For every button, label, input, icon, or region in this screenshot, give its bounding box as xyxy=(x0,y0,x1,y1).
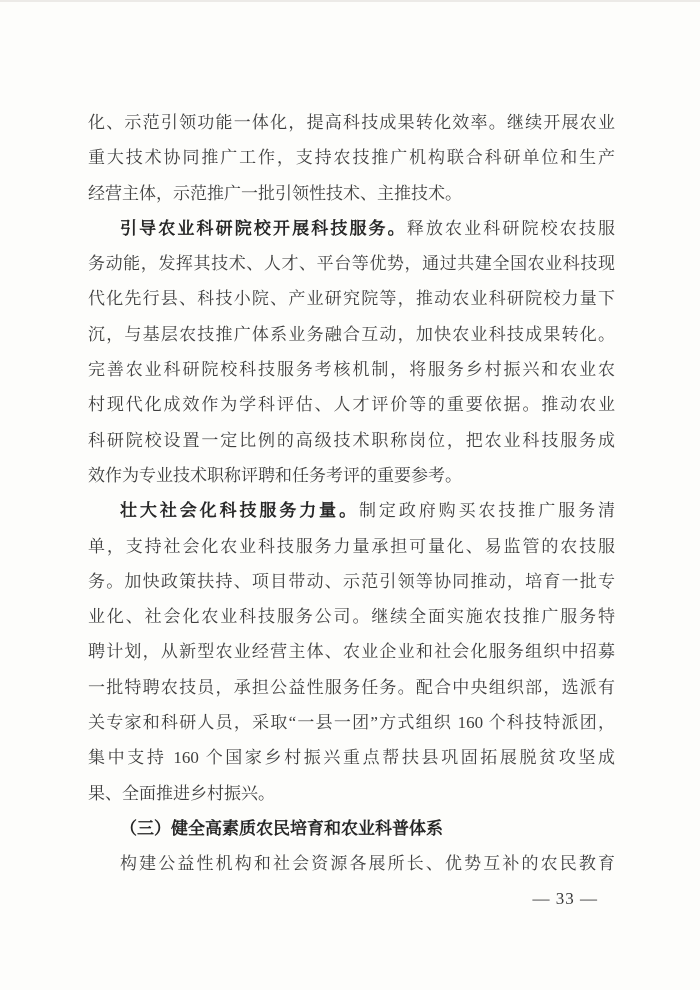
page-number: — 33 — xyxy=(532,889,598,908)
bold-text-segment: 引导农业科研院校开展科技服务。 xyxy=(120,218,407,238)
bold-text-segment: 壮大社会化科技服务力量。 xyxy=(120,501,359,521)
text-segment: 果、全面推进乡村振兴。 xyxy=(88,783,275,803)
text-line xyxy=(88,317,615,352)
text-segment: 重大技术协同推广工作，支持农技推广机构联合科研单位和生产 xyxy=(88,148,615,168)
text-line xyxy=(88,634,615,669)
text-line xyxy=(88,387,615,422)
text-line xyxy=(88,281,615,316)
text-line xyxy=(88,246,615,281)
text-line xyxy=(88,423,615,458)
text-block xyxy=(88,105,615,882)
text-line xyxy=(88,705,615,740)
section-heading xyxy=(88,811,615,846)
text-line xyxy=(88,493,615,528)
text-segment: 代化先行县、科技小院、产业研究院等，推动农业科研院校力量下 xyxy=(88,289,615,309)
text-line xyxy=(88,211,615,246)
text-segment: 科研院校设置一定比例的高级技术职称岗位，把农业科技服务成 xyxy=(88,430,615,450)
text-segment: 制定政府购买农技推广服务清 xyxy=(359,501,615,521)
text-line xyxy=(88,176,615,211)
text-line xyxy=(88,105,615,140)
text-segment: 效作为专业技术职称评聘和任务考评的重要参考。 xyxy=(88,465,462,485)
text-line xyxy=(88,776,615,811)
text-line xyxy=(88,140,615,175)
text-segment: 业化、社会化农业科技服务公司。继续全面实施农技推广服务特 xyxy=(88,607,615,627)
text-segment: 单，支持社会化农业科技服务力量承担可量化、易监管的农技服 xyxy=(88,536,615,556)
text-line xyxy=(88,846,615,881)
text-segment: 沉，与基层农技推广体系业务融合互动，加快农业科技成果转化。 xyxy=(88,324,615,344)
text-segment: 务动能，发挥其技术、人才、平台等优势，通过共建全国农业科技现 xyxy=(88,254,615,274)
text-segment: 务。加快政策扶持、项目带动、示范引领等协同推动，培育一批专 xyxy=(88,571,615,591)
text-segment: 化、示范引领功能一体化，提高科技成果转化效率。继续开展农业 xyxy=(88,113,615,132)
text-line xyxy=(88,740,615,775)
text-line xyxy=(88,670,615,705)
text-line xyxy=(88,599,615,634)
text-line xyxy=(88,564,615,599)
text-line xyxy=(88,458,615,493)
bold-text-segment: （三）健全高素质农民培育和农业科普体系 xyxy=(120,818,443,838)
text-segment: 关专家和科研人员，采取“一县一团”方式组织 160 个科技特派团， xyxy=(88,713,615,733)
text-segment: 一批特聘农技员，承担公益性服务任务。配合中央组织部，选派有 xyxy=(88,677,615,697)
text-segment: 聘计划，从新型农业经营主体、农业企业和社会化服务组织中招募 xyxy=(88,642,615,662)
text-segment: 构建公益性机构和社会资源各展所长、优势互补的农民教育 xyxy=(120,854,615,874)
text-line xyxy=(88,529,615,564)
page-top-edge xyxy=(0,0,700,2)
text-segment: 集中支持 160 个国家乡村振兴重点帮扶县巩固拓展脱贫攻坚成 xyxy=(88,748,615,768)
text-segment: 释放农业科研院校农技服 xyxy=(406,218,615,238)
text-line xyxy=(88,352,615,387)
text-segment: 完善农业科研院校科技服务考核机制，将服务乡村振兴和农业农 xyxy=(88,360,615,380)
text-segment: 村现代化成效作为学科评估、人才评价等的重要依据。推动农业 xyxy=(88,395,615,415)
text-segment: 经营主体，示范推广一批引领性技术、主推技术。 xyxy=(88,183,462,203)
